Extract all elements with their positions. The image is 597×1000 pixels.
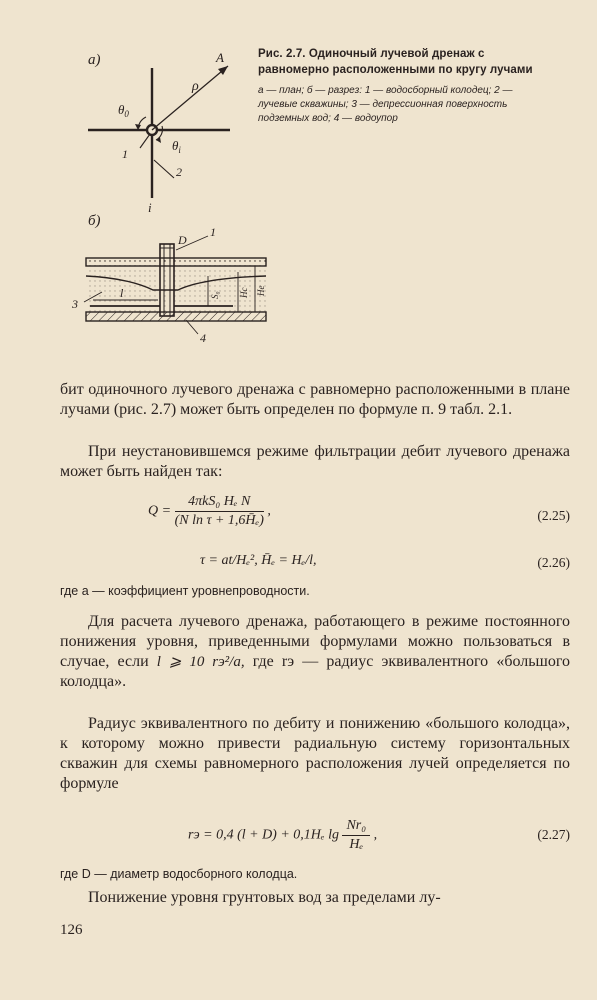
plan-label-i: i: [148, 200, 152, 215]
paragraph-3: [60, 612, 570, 692]
figure-caption-title: Рис. 2.7. Одиночный лучевой дренаж с равномерно расположенными по кругу лучами: [258, 48, 533, 76]
paragraph-5: Понижение уровня грунтовых вод за пределами лу-: [88, 889, 441, 906]
formula-2-27-denominator: Hₑ: [349, 837, 364, 852]
formula-2-27-numerator: Nr₀: [342, 818, 370, 836]
section-label-D: D: [178, 233, 187, 247]
figure-b-label: б): [88, 213, 101, 229]
equation-number-2-26: (2.26): [537, 555, 570, 570]
formula-2-25-fraction: [175, 494, 264, 529]
plan-label-A: A: [216, 50, 224, 65]
section-label-Hc: Hc: [239, 287, 249, 298]
formula-2-27: [188, 818, 377, 853]
figure-section-diagram: [68, 224, 278, 344]
section-label-1: 1: [210, 225, 216, 239]
section-label-4: 4: [200, 331, 206, 344]
note-a-definition: где a — коэффициент уровнепроводности.: [60, 584, 310, 598]
paragraph-3-text: Для расчета лучевого дренажа, работающего в режиме постоянного понижения уровня, приведенными формулами можно пользоваться в случае, если: [60, 613, 570, 670]
plan-label-theta0: $\theta_0$: [118, 102, 129, 119]
figure-a-label: а): [88, 52, 101, 68]
section-label-S0: S₀: [210, 291, 220, 299]
formula-2-26: τ = at/Hₑ², H̄ₑ = Hₑ/l,: [200, 553, 317, 568]
condition-formula: l ⩾ 10 rэ²/a,: [156, 654, 245, 670]
formula-2-27-tail: ,: [373, 827, 378, 843]
plan-leader-1: [140, 134, 150, 148]
plan-leader-2: [154, 160, 174, 178]
section-label-He: He: [256, 285, 266, 296]
formula-2-25: [148, 494, 271, 529]
figure-caption-legend: а — план; б — разрез: 1 — водосборный колодец; 2 — лучевые скважины; 3 — депрессионная поверхность подземных вод; 4 — водоупор: [258, 85, 513, 124]
formula-2-25-lhs: Q =: [148, 503, 172, 519]
formula-2-25-tail: ,: [267, 503, 271, 519]
paragraph-1: бит одиночного лучевого дренажа с равномерно расположенными в плане лучами (рис. 2.7) может быть определен по формуле п. 9 табл. 2.1.: [60, 381, 570, 418]
figure-caption: [258, 46, 550, 126]
plan-label-rho: ρ: [192, 79, 199, 94]
section-aquitard: [86, 312, 266, 321]
plan-label-thetai: $\theta_i$: [172, 138, 181, 155]
equation-number-2-25: (2.25): [537, 508, 570, 523]
section-ground-surface: [86, 258, 266, 266]
paragraph-4: Радиус эквивалентного по дебиту и понижению «большого колодца», к которому можно привести радиальную систему горизонтальных скважин для схемы равномерного расположения лучей определяется по формуле: [60, 715, 570, 792]
note-D-definition: где D — диаметр водосборного колодца.: [60, 867, 298, 881]
page-number: 126: [60, 922, 83, 938]
formula-2-25-denominator: (N ln τ + 1,6H̄ₑ): [174, 513, 264, 528]
plan-radius-ray: [152, 66, 228, 130]
formula-2-27-fraction: [342, 818, 370, 853]
section-label-l: l: [120, 286, 124, 300]
plan-label-1: 1: [122, 147, 128, 161]
paragraph-3-tail: где rэ — радиус эквивалентного «большого колодца».: [60, 653, 571, 690]
formula-2-25-numerator: 4πkS₀ Hₑ N: [175, 494, 264, 512]
plan-label-2: 2: [176, 165, 182, 179]
figure-plan-diagram: [80, 48, 250, 218]
section-label-3: 3: [72, 297, 78, 311]
formula-2-27-lhs: rэ = 0,4 (l + D) + 0,1Hₑ lg: [188, 827, 339, 843]
paragraph-2: При неустановившемся режиме фильтрации дебит лучевого дренажа может быть найден так:: [60, 443, 570, 480]
plan-angle-theta0-arc: [138, 117, 146, 130]
equation-number-2-27: (2.27): [537, 827, 570, 842]
